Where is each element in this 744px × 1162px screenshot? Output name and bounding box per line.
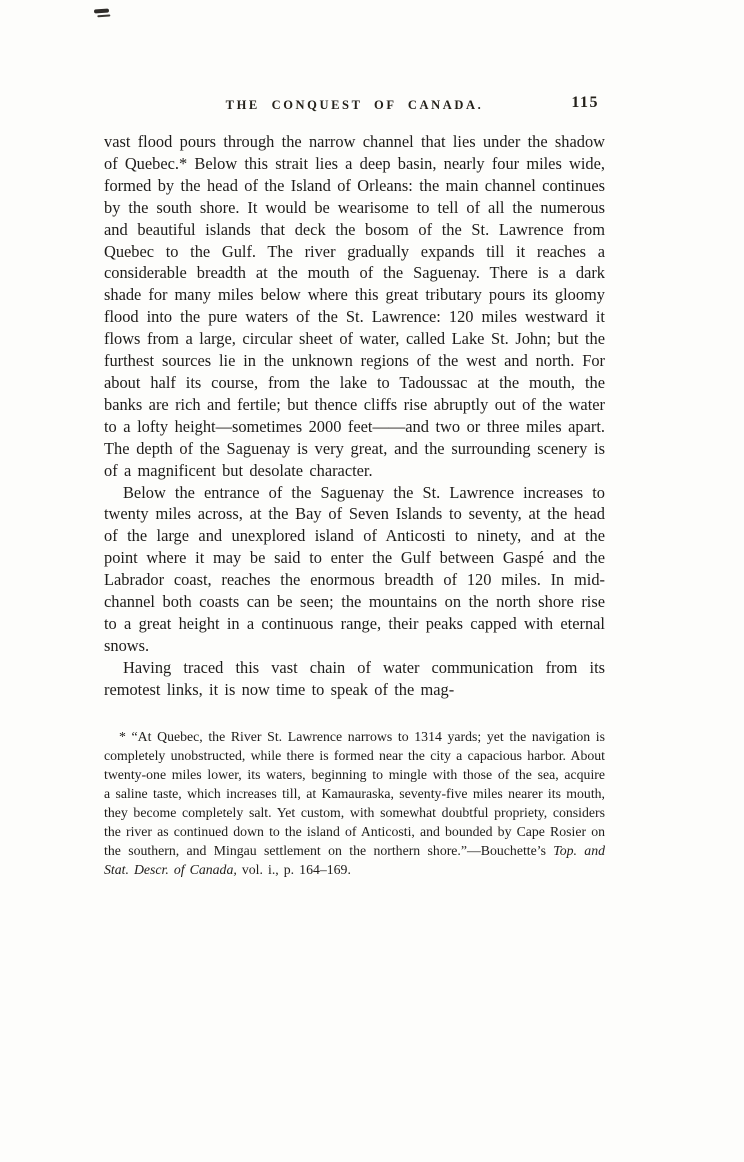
running-title: THE CONQUEST OF CANADA. <box>225 98 484 112</box>
page-header <box>104 94 605 118</box>
paragraph-2: Below the entrance of the Saguenay the St. Lawrence increases to twenty miles across, at the Bay of Seven Islands to seventy, at the head of the large and unexplored island of Anticosti to ninety, and at the point where it may be said to enter the Gulf between Gaspé and the Labrador coast, reaches the enormous breadth of 120 miles. In mid-channel both coasts can be seen; the mountains on the north shore rise to a great height in a continuous range, their peaks capped with eternal snows. <box>104 482 605 655</box>
paragraph-3: Having traced this vast chain of water communication from its remotest links, it is now time to speak of the mag- <box>104 657 605 699</box>
footnote <box>104 727 605 879</box>
paragraph-1: vast flood pours through the narrow channel that lies under the shadow of Quebec.* Below this strait lies a deep basin, nearly four miles wide, formed by the head of the Island of Orleans: the main channel continues by the south shore. It would be wearisome to tell of all the numerous and beautiful islands that deck the bosom of the St. Lawrence from Quebec to the Gulf. The river gradually expands till it reaches a considerable breadth at the mouth of the Saguenay. There is a dark shade for many miles below where this great tributary pours its gloomy flood into the pure waters of the St. Lawrence: 120 miles westward it flows from a large, circular sheet of water, called Lake St. John; but the furthest sources lie in the unknown regions of the west and north. For about half its course, from the lake to Tadoussac at the mouth, the banks are rich and fertile; but thence cliffs rise abruptly out of the water to a lofty height—sometimes 2000 feet——and two or three miles apart. The depth of the Saguenay is very great, and the surrounding scenery is of a magnificent but desolate character. <box>104 132 605 480</box>
footnote-text: * “At Quebec, the River St. Lawrence narrows to 1314 yards; yet the navigation is completely unobstructed, while there is formed near the city a capacious harbor. About twenty-one miles lower, its waters, beginning to mingle with those of the sea, acquire a saline taste, which increases till, at Kamauraska, seventy-five miles nearer its mouth, they become completely salt. Yet custom, with somewhat doubtful propriety, considers the river as continued down to the island of Anticosti, and bounded by Cape Rosier on the southern, and Mingau settlement on the northern shore.”—Bouchette’s <box>104 728 605 858</box>
scan-artifact <box>94 8 109 13</box>
page-body <box>104 131 605 879</box>
footnote-source-title: Top. and Stat. Descr. of Canada, <box>104 842 605 877</box>
page-number: 115 <box>571 94 599 111</box>
footnote-citation: vol. i., p. 164–169. <box>236 861 351 877</box>
footnote-paragraph <box>104 727 605 879</box>
